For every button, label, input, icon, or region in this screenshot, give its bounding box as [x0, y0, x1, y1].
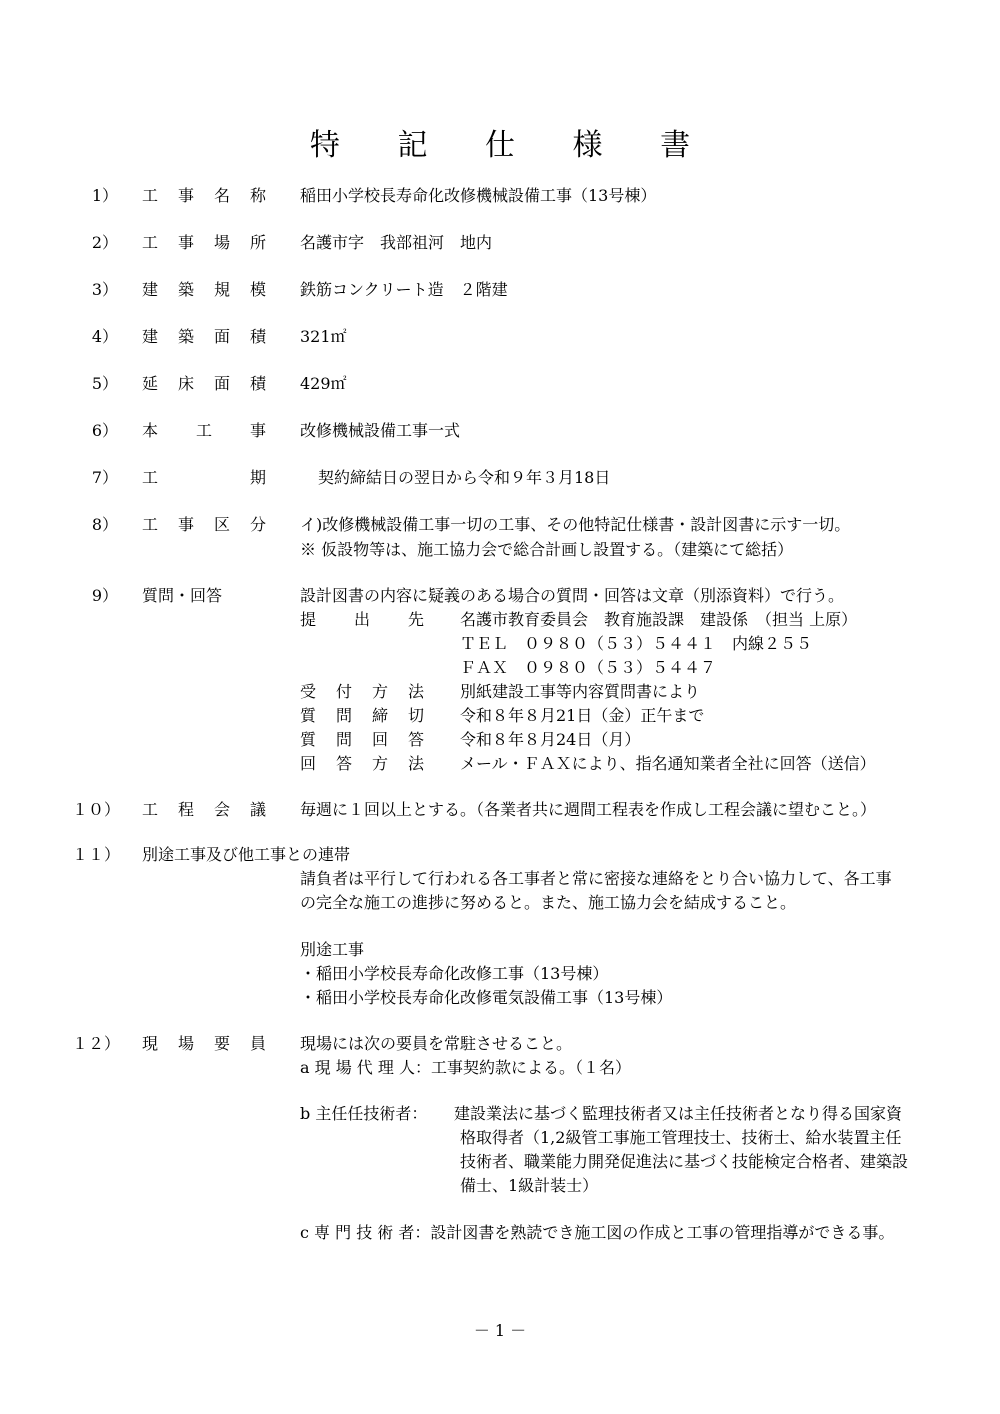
qa-method-label: 受 付 方 法	[300, 682, 424, 701]
item-number: １０）	[72, 800, 121, 819]
item-number: 8）	[91, 515, 118, 534]
separate-item: ・稲田小学校長寿命化改修電気設備工事（13号棟）	[300, 988, 673, 1007]
item-label: 工 事 区 分	[142, 515, 266, 534]
qa-deadline-label: 質 問 締 切	[300, 706, 424, 725]
item-number: 3）	[91, 280, 118, 299]
item-number: 7）	[91, 468, 118, 487]
separate-item: ・稲田小学校長寿命化改修工事（13号棟）	[300, 964, 609, 983]
qa-submit-label: 提 出 先	[300, 610, 424, 629]
qa-deadline-value: 令和８年８月21日（金）正午まで	[460, 706, 705, 725]
item-label: 工 程 会 議	[142, 800, 266, 819]
item-value: 設計図書の内容に疑義のある場合の質問・回答は文章（別添資料）で行う。	[300, 586, 845, 605]
item-value: 名護市字 我部祖河 地内	[300, 233, 493, 252]
staff-b-line: 備士、1級計装士）	[460, 1176, 599, 1195]
item-label: 工 期	[142, 468, 266, 487]
page-number: － 1 －	[473, 1321, 527, 1340]
qa-answer-value: 令和８年８月24日（月）	[460, 730, 641, 749]
staff-c: c 専 門 技 術 者：設計図書を熟読でき施工図の作成と工事の管理指導ができる事。	[300, 1223, 895, 1242]
separate-para-line1: 請負者は平行して行われる各工事者と常に密接な連絡をとり合い協力して、各工事	[300, 869, 892, 888]
qa-fax: ＦＡＸ ０９８０（５３）５４４７	[460, 658, 717, 677]
qa-method-value: 別紙建設工事等内容質問書により	[460, 682, 701, 701]
item-value: 契約締結日の翌日から令和９年３月18日	[318, 468, 611, 487]
item-number: 2）	[91, 233, 118, 252]
item-label: 工 事 名 称	[142, 186, 266, 205]
staff-b-line: 技術者、職業能力開発促進法に基づく技能検定合格者、建築設	[460, 1152, 909, 1171]
item-value: 321㎡	[300, 327, 347, 346]
staff-b-line: 建設業法に基づく監理技術者又は主任技術者となり得る国家資	[454, 1104, 903, 1123]
item-label: 工 事 場 所	[142, 233, 266, 252]
item-number: １１）	[72, 845, 121, 864]
page-title: 特 記 仕 様 書	[309, 128, 715, 163]
item-value: 毎週に１回以上とする。（各業者共に週間工程表を作成し工程会議に望むこと。）	[300, 800, 877, 819]
item-value: 改修機械設備工事一式	[300, 421, 461, 440]
qa-answer-label: 質 問 回 答	[300, 730, 424, 749]
separate-heading: 別途工事	[300, 940, 365, 959]
item-number: 9）	[91, 586, 118, 605]
item-note: ※ 仮設物等は、施工協力会で総合計画し設置する。（建築にて総括）	[300, 540, 794, 559]
item-label: 質問・回答	[142, 586, 223, 605]
staff-a: a 現 場 代 理 人：工事契約款による。（１名）	[300, 1058, 631, 1077]
separate-para-line2: の完全な施工の進捗に努めると。また、施工協力会を結成すること。	[300, 893, 797, 912]
item-label: 建 築 規 模	[142, 280, 266, 299]
item-value: 429㎡	[300, 374, 347, 393]
item-label: 建 築 面 積	[142, 327, 266, 346]
staff-b-label: b 主任任技術者：	[300, 1104, 428, 1123]
item-number: 5）	[91, 374, 118, 393]
item-value: 現場には次の要員を常駐させること。	[300, 1034, 573, 1053]
qa-tel: ＴＥＬ ０９８０（５３）５４４１ 内線２５５	[460, 634, 813, 653]
item-label: 本 工 事	[142, 421, 266, 440]
item-label: 現 場 要 員	[142, 1034, 266, 1053]
qa-submit-value: 名護市教育委員会 教育施設課 建設係 （担当 上原）	[460, 610, 858, 629]
item-label: 別途工事及び他工事との連帯	[142, 845, 351, 864]
item-value: イ)改修機械設備工事一切の工事、その他特記仕様書・設計図書に示す一切。	[300, 515, 851, 534]
item-value: 鉄筋コンクリート造 ２階建	[300, 280, 508, 299]
item-number: 6）	[91, 421, 118, 440]
item-label: 延 床 面 積	[142, 374, 266, 393]
qa-answer-method-label: 回 答 方 法	[300, 754, 424, 773]
item-number: 1）	[91, 186, 118, 205]
qa-answer-method-value: メール・ＦＡＸにより、指名通知業者全社に回答（送信）	[460, 754, 876, 773]
item-value: 稲田小学校長寿命化改修機械設備工事（13号棟）	[300, 186, 657, 205]
item-number: 4）	[91, 327, 118, 346]
item-number: １２）	[72, 1034, 121, 1053]
staff-b-line: 格取得者（1,2級管工事施工管理技士、技術士、給水装置主任	[460, 1128, 902, 1147]
